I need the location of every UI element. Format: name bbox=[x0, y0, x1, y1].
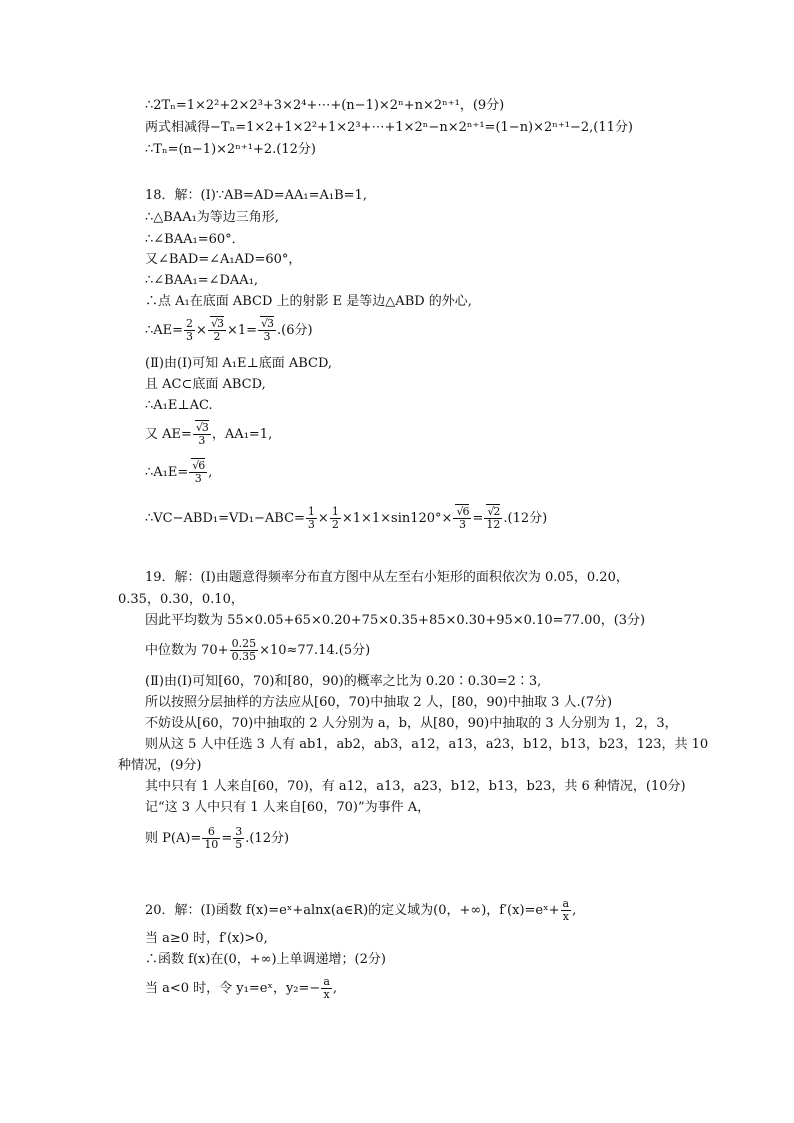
q18-ae-formula bbox=[145, 318, 313, 343]
fraction bbox=[202, 826, 220, 851]
denominator: 3 bbox=[194, 472, 202, 485]
q20-line4 bbox=[145, 976, 337, 1001]
denominator: x bbox=[323, 988, 330, 1001]
text: = bbox=[472, 511, 484, 526]
q18-part2: (Ⅱ)由(Ⅰ)可知 A₁E⊥底面 ABCD, bbox=[145, 356, 333, 371]
text: ×1×1×sin120°× bbox=[341, 511, 453, 526]
eq-subtract: 两式相减得−Tₙ=1×2+1×2²+1×2³+⋯+1×2ⁿ−n×2ⁿ⁺¹=(1−n)×2ⁿ⁺¹−2,(11分) bbox=[145, 120, 633, 135]
fraction bbox=[484, 506, 502, 531]
q19-heading: 19．解：(Ⅰ)由题意得频率分布直方图中从左至右小矩形的面积依次为 0.05，0.20， bbox=[145, 570, 629, 585]
numerator: 3 bbox=[235, 825, 243, 838]
q20-line2: 当 a≥0 时，f′(x)>0, bbox=[145, 931, 268, 946]
q19-line2: 0.35，0.30，0.10， bbox=[118, 592, 244, 607]
denominator: 3 bbox=[307, 518, 315, 531]
denominator: 10 bbox=[204, 838, 219, 851]
q18-volume bbox=[145, 506, 547, 531]
fraction bbox=[561, 898, 572, 923]
denominator: 3 bbox=[458, 518, 466, 531]
eq-2tn: ∴2Tₙ=1×2²+2×2³+3×2⁴+⋯+(n−1)×2ⁿ+n×2ⁿ⁺¹，(9分) bbox=[145, 98, 505, 113]
sqrt: √ 3 bbox=[260, 316, 274, 330]
numerator: a bbox=[323, 975, 330, 988]
fraction bbox=[208, 318, 226, 343]
q19-line10: 其中只有 1 人来自[60，70)，有 a12，a13，a23，b12，b13，b23，共 6 种情况，(10分) bbox=[145, 779, 686, 794]
text: × bbox=[317, 511, 329, 526]
text: 中位数为 70+ bbox=[145, 643, 229, 658]
denominator: 12 bbox=[486, 518, 501, 531]
q19-probability bbox=[145, 826, 289, 851]
text: , bbox=[572, 903, 577, 918]
fraction bbox=[230, 638, 259, 663]
numerator: 6 bbox=[202, 826, 220, 839]
denominator: 3 bbox=[198, 434, 206, 447]
sqrt: √ 2 bbox=[486, 504, 500, 518]
text: ∴VC−ABD₁=VD₁−ABC= bbox=[145, 511, 305, 526]
q19-line9: 种情况，(9分) bbox=[118, 758, 202, 773]
text: , bbox=[208, 465, 213, 480]
q18-line6: ∴点 A₁在底面 ABCD 上的射影 E 是等边△ABD 的外心, bbox=[145, 294, 472, 309]
text: .(12分) bbox=[245, 831, 290, 846]
eq-tn-result: ∴Tₙ=(n−1)×2ⁿ⁺¹+2.(12分) bbox=[145, 142, 316, 157]
fraction bbox=[258, 318, 276, 343]
sqrt: √ 3 bbox=[210, 316, 224, 330]
denominator: 3 bbox=[186, 330, 194, 343]
denominator: 2 bbox=[213, 330, 221, 343]
denominator: 3 bbox=[263, 330, 271, 343]
fraction bbox=[193, 422, 211, 447]
fraction bbox=[189, 460, 207, 485]
q19-line11: 记“这 3 人中只有 1 人来自[60，70)”为事件 A， bbox=[145, 800, 431, 815]
denominator: 2 bbox=[331, 518, 339, 531]
q18-line9: 且 AC⊂底面 ABCD, bbox=[145, 377, 266, 392]
denominator: 5 bbox=[235, 838, 243, 851]
numerator: 1 bbox=[307, 505, 315, 518]
denominator: x bbox=[562, 910, 569, 923]
q19-median bbox=[145, 638, 370, 663]
numerator: 1 bbox=[331, 505, 339, 518]
text: × bbox=[196, 323, 207, 338]
text: , bbox=[332, 981, 338, 996]
text: 当 a<0 时，令 y₁=eˣ，y₂=− bbox=[145, 981, 321, 996]
q18-line4: 又∠BAD=∠A₁AD=60°， bbox=[145, 252, 302, 267]
numerator: 0.25 bbox=[231, 637, 257, 650]
q18-line5: ∴∠BAA₁=∠DAA₁, bbox=[145, 273, 259, 288]
fraction bbox=[330, 506, 341, 531]
sqrt: √ 6 bbox=[455, 504, 469, 518]
fraction bbox=[453, 506, 471, 531]
fraction bbox=[321, 976, 332, 1001]
text: .(12分) bbox=[503, 511, 548, 526]
q19-line7: 不妨设从[60，70)中抽取的 2 人分别为 a，b，从[80，90)中抽取的 3 人分别为 1，2，3， bbox=[145, 716, 678, 731]
fraction bbox=[184, 318, 195, 343]
q20-line3: ∴函数 f(x)在(0，+∞)上单调递增；(2分) bbox=[145, 952, 386, 967]
denominator: 0.35 bbox=[231, 650, 257, 663]
q18-a1e bbox=[145, 460, 212, 485]
text: ，AA₁=1, bbox=[211, 427, 273, 442]
q18-line10: ∴A₁E⊥AC. bbox=[145, 398, 213, 413]
text: = bbox=[221, 831, 233, 846]
q18-line2: ∴△BAA₁为等边三角形, bbox=[145, 210, 279, 225]
q19-part2: (Ⅱ)由(Ⅰ)可知[60，70)和[80，90)的概率之比为 0.20∶0.30=2∶3, bbox=[145, 674, 542, 689]
q18-heading: 18．解：(Ⅰ)∵AB=AD=AA₁=A₁B=1, bbox=[145, 188, 367, 203]
q19-mean: 因此平均数为 55×0.05+65×0.20+75×0.35+85×0.30+95×0.10=77.00，(3分) bbox=[145, 613, 646, 628]
q19-line6: 所以按照分层抽样的方法应从[60，70)中抽取 2 人，[80，90)中抽取 3 人.(7分) bbox=[145, 695, 613, 710]
fraction bbox=[233, 826, 244, 851]
text: 又 AE= bbox=[145, 427, 192, 442]
q18-line3: ∴∠BAA₁=60°． bbox=[145, 232, 245, 247]
q19-line8: 则从这 5 人中任选 3 人有 ab1，ab2，ab3，a12，a13，a23，b12，b13，b23，123，共 10 bbox=[145, 737, 709, 752]
text: ∴AE= bbox=[145, 323, 184, 338]
text: 则 P(A)= bbox=[145, 831, 202, 846]
text: ×10≈77.14.(5分) bbox=[259, 643, 371, 658]
numerator: 2 bbox=[186, 317, 194, 330]
numerator: a bbox=[562, 897, 570, 910]
q18-ae-repeat bbox=[145, 422, 272, 447]
q20-heading bbox=[145, 898, 576, 923]
fraction bbox=[306, 506, 317, 531]
text: ×1= bbox=[226, 323, 258, 338]
text: 20．解：(Ⅰ)函数 f(x)=eˣ+alnx(a∈R)的定义域为(0，+∞)，f′(x)=eˣ+ bbox=[145, 903, 560, 918]
sqrt: √ 6 bbox=[191, 458, 205, 472]
text: .(6分) bbox=[277, 323, 313, 338]
text: ∴A₁E= bbox=[145, 465, 189, 480]
sqrt: √ 3 bbox=[195, 420, 209, 434]
